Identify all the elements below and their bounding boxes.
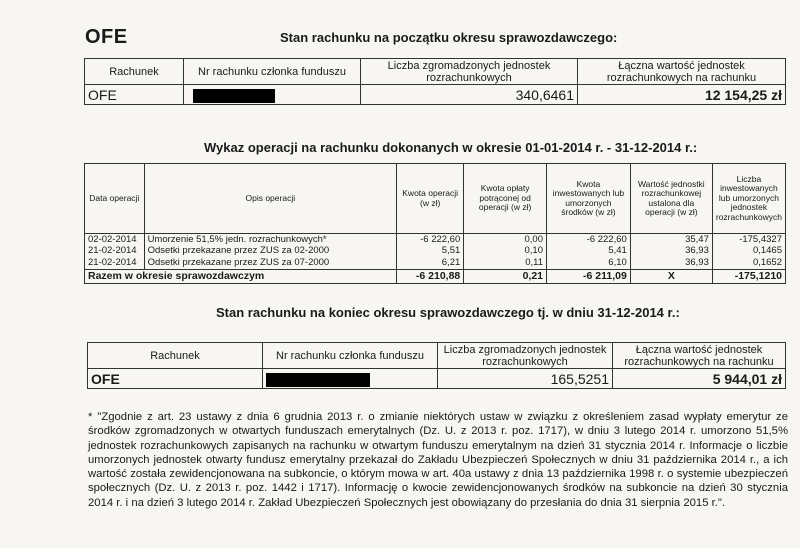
col-header-date: Data operacji (85, 164, 145, 234)
table-row (85, 258, 786, 270)
operations-table (84, 163, 786, 284)
unit-value-cell: 35,47 (630, 234, 712, 246)
col-header-amount: Kwota operacji (w zł) (397, 164, 464, 234)
amount-cell: 5,51 (397, 246, 464, 258)
col-header-invested: Kwota inwestowanych lub umorzonych środków (w zł) (547, 164, 631, 234)
invested-cell: 5,41 (547, 246, 631, 258)
units-cell: 165,5251 (438, 369, 613, 389)
unit-count-cell: 0,1652 (712, 258, 785, 270)
description-cell: Odsetki przekazane przez ZUS za 02-2000 (144, 246, 396, 258)
account-cell: OFE (88, 369, 263, 389)
col-header-account: Rachunek (88, 343, 263, 369)
total-label: Razem w okresie sprawozdawczym (85, 270, 397, 284)
section-heading-ofe: OFE (85, 26, 128, 48)
amount-cell: 6,21 (397, 258, 464, 270)
units-cell: 340,6461 (361, 85, 578, 105)
col-header-fee: Kwota opłaty potrąconej od operacji (w zł) (464, 164, 547, 234)
table-row (85, 234, 786, 246)
col-header-total-value: Łączna wartość jednostek rozrachunkowych na rachunku (578, 59, 786, 85)
table-row (85, 246, 786, 258)
closing-balance-title: Stan rachunku na koniec okresu sprawozdawczego tj. w dniu 31-12-2014 r.: (216, 305, 680, 320)
operations-title: Wykaz operacji na rachunku dokonanych w okresie 01-01-2014 r. - 31-12-2014 r.: (204, 140, 698, 155)
invested-cell: 6,10 (547, 258, 631, 270)
col-header-account: Rachunek (85, 59, 184, 85)
description-cell: Odsetki przekazane przez ZUS za 07-2000 (144, 258, 396, 270)
total-amount: -6 210,88 (397, 270, 464, 284)
col-header-units: Liczba zgromadzonych jednostek rozrachunkowych (438, 343, 613, 369)
unit-count-cell: -175,4327 (712, 234, 785, 246)
footnote: * "Zgodnie z art. 23 ustawy z dnia 6 grudnia 2013 r. o zmianie niektórych ustaw w związku z określeniem zasad wypłaty emerytur ze środków zgromadzonych w otwartych funduszach emerytalnych (Dz. U. z 2013 r. poz. 1717), w dniu 3 lutego 2014 r. umorzono 51,5% jednostek rozrachunkowych zapisanych na rachunku w otwartym funduszu emerytalnym na dzień 31 stycznia 2014 r. Informacje o liczbie umorzonych jednostek otwarty fundusz emerytalny przekazał do Zakładu Ubezpieczeń Społecznych w dniu 31 października 2014 r., a ich wartość została zewidencjonowana na subkoncie, o którym mowa w art. 40a ustawy z dnia 13 października 1998 r. o systemie ubezpieczeń społecznych (Dz. U. z 2013 r. poz. 1442 i 1717). Informację o kwocie zewidencjonowanych środków na subkoncie na dzień 30 stycznia 2014 r. i na dzień 3 lutego 2014 r. Zakład Ubezpieczeń Społecznych jest obowiązany do przesłania do dnia 31 sierpnia 2015 r.". (88, 411, 788, 509)
total-value-cell: 5 944,01 zł (613, 369, 786, 389)
invested-cell: -6 222,60 (547, 234, 631, 246)
total-value-cell: 12 154,25 zł (578, 85, 786, 105)
member-number-cell (184, 85, 361, 105)
unit-count-cell: 0,1465 (712, 246, 785, 258)
fee-cell: 0,00 (464, 234, 547, 246)
date-cell: 02-02-2014 (85, 234, 145, 246)
col-header-total-value: Łączna wartość jednostek rozrachunkowych na rachunku (613, 343, 786, 369)
col-header-units: Liczba zgromadzonych jednostek rozrachunkowych (361, 59, 578, 85)
col-header-description: Opis operacji (144, 164, 396, 234)
opening-balance-table (84, 58, 786, 105)
fee-cell: 0,10 (464, 246, 547, 258)
col-header-unit-value: Wartość jednostki rozrachunkowej ustalona dla operacji (w zł) (630, 164, 712, 234)
unit-value-cell: 36,93 (630, 258, 712, 270)
amount-cell: -6 222,60 (397, 234, 464, 246)
member-number-cell (263, 369, 438, 389)
total-fee: 0,21 (464, 270, 547, 284)
total-unit-count: -175,1210 (712, 270, 785, 284)
total-invested: -6 211,09 (547, 270, 631, 284)
description-cell: Umorzenie 51,5% jedn. rozrachunkowych* (144, 234, 396, 246)
account-cell: OFE (85, 85, 184, 105)
date-cell: 21-02-2014 (85, 258, 145, 270)
col-header-member-number: Nr rachunku członka funduszu (184, 59, 361, 85)
fee-cell: 0,11 (464, 258, 547, 270)
col-header-unit-count: Liczba inwestowanych lub umorzonych jednostek rozrachunkowych (712, 164, 785, 234)
date-cell: 21-02-2014 (85, 246, 145, 258)
closing-balance-table (87, 342, 786, 389)
redacted-member-number (193, 89, 275, 103)
redacted-member-number (266, 373, 370, 387)
unit-value-cell: 36,93 (630, 246, 712, 258)
col-header-member-number: Nr rachunku członka funduszu (263, 343, 438, 369)
total-row (85, 270, 786, 284)
opening-balance-title: Stan rachunku na początku okresu sprawozdawczego: (280, 30, 618, 45)
total-unit-value: X (630, 270, 712, 284)
